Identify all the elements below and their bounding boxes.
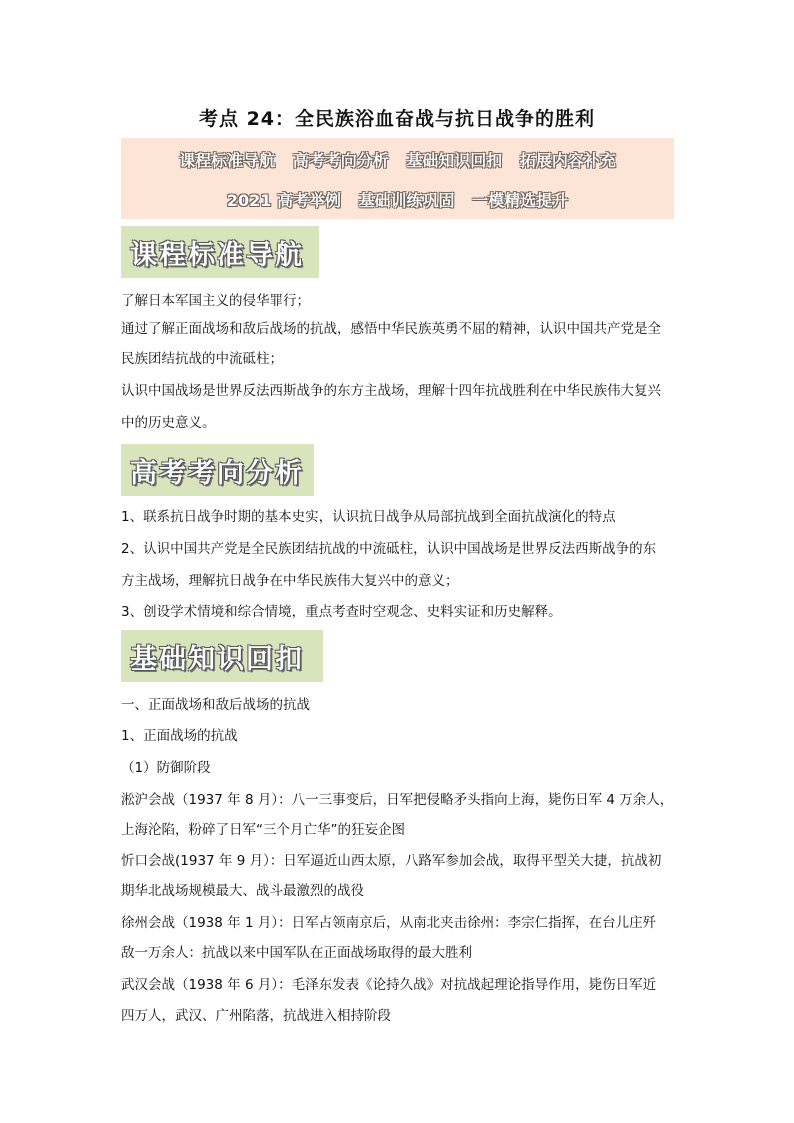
analysis-line: 2、认识中国共产党是全民族团结抗战的中流砥柱，认识中国战场是世界反法西斯战争的东	[121, 541, 657, 557]
page-title: 考点 24：全民族浴血奋战与抗日战争的胜利	[198, 108, 596, 130]
section-nav	[121, 138, 674, 219]
nav-link-basics[interactable]: 基础知识回扣	[406, 151, 503, 170]
basics-line: （1）防御阶段	[121, 760, 211, 776]
standards-line: 民族团结抗战的中流砥柱；	[121, 351, 283, 367]
basics-line: 敌一万余人：抗战以来中国军队在正面战场取得的最大胜利	[121, 945, 472, 961]
nav-link-extension[interactable]: 拓展内容补充	[519, 151, 616, 170]
analysis-line: 3、创设学术情境和综合情境，重点考查时空观念、史料实证和历史解释。	[121, 604, 562, 620]
basics-line: 上海沦陷，粉碎了日军“三个月亡华”的狂妄企图	[121, 822, 405, 838]
nav-row-1	[121, 148, 674, 171]
basics-line: 一、正面战场和敌后战场的抗战	[121, 697, 310, 713]
nav-link-analysis[interactable]: 高考考向分析	[292, 151, 389, 170]
basics-line: 忻口会战(1937 年 9 月）：日军逼近山西太原，八路军参加会战，取得平型关大捷，抗战初	[121, 853, 662, 869]
standards-line: 中的历史意义。	[121, 415, 216, 431]
nav-link-training[interactable]: 基础训练巩固	[358, 191, 455, 210]
basics-banner: 基础知识回扣	[121, 630, 323, 682]
standards-banner: 课程标准导航	[121, 226, 319, 278]
standards-line: 了解日本军国主义的侵华罪行；	[121, 293, 310, 309]
analysis-line: 1、联系抗日战争时期的基本史实，认识抗日战争从局部抗战到全面抗战演化的特点	[121, 509, 616, 525]
basics-line: 期华北战场规模最大、战斗最激烈的战役	[121, 883, 364, 899]
basics-line: 淞沪会战（1937 年 8 月）：八一三事变后，日军把侵略矛头指向上海，毙伤日军 4 万余人，	[121, 792, 674, 808]
analysis-banner: 高考考向分析	[121, 444, 314, 496]
basics-line: 武汉会战（1938 年 6 月）：毛泽东发表《论持久战》对抗战起理论指导作用，毙伤日军近	[121, 977, 657, 993]
nav-link-examples[interactable]: 2021 高考举例	[226, 191, 341, 210]
analysis-line: 方主战场，理解抗日战争在中华民族伟大复兴中的意义；	[121, 573, 459, 589]
basics-line: 徐州会战（1938 年 1 月）：日军占领南京后，从南北夹击徐州：李宗仁指挥，在台儿庄歼	[121, 915, 657, 931]
nav-row-2	[121, 188, 674, 211]
standards-line: 认识中国战场是世界反法西斯战争的东方主战场，理解十四年抗战胜利在中华民族伟大复兴	[121, 383, 661, 399]
basics-line: 四万人，武汉、广州陷落，抗战进入相持阶段	[121, 1008, 391, 1024]
nav-link-mock[interactable]: 一模精选提升	[472, 191, 569, 210]
nav-link-standards[interactable]: 课程标准导航	[179, 151, 276, 170]
standards-line: 通过了解正面战场和敌后战场的抗战，感悟中华民族英勇不屈的精神，认识中国共产党是全	[121, 321, 661, 337]
basics-line: 1、正面战场的抗战	[121, 728, 238, 744]
